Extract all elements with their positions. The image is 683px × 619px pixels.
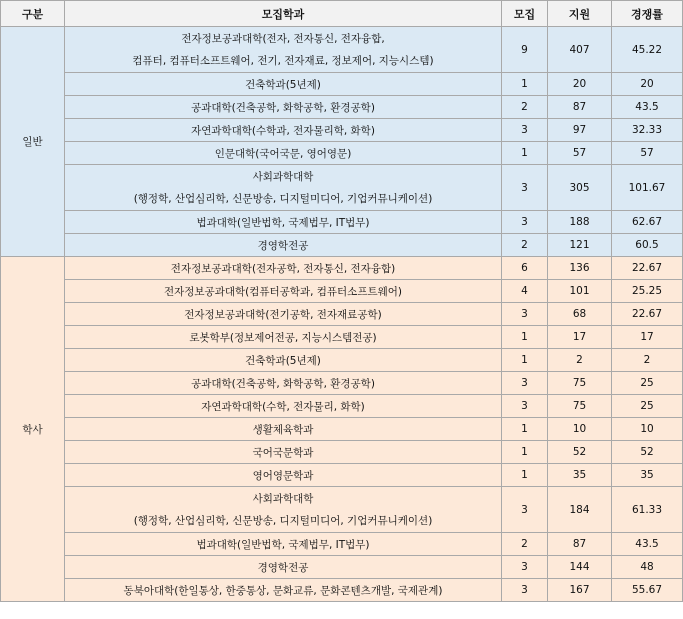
table-row xyxy=(1,303,683,326)
ratio-cell: 2 xyxy=(612,349,683,372)
ratio-cell: 52 xyxy=(612,441,683,464)
ratio-cell: 101.67 xyxy=(612,165,683,211)
ratio-cell: 43.5 xyxy=(612,96,683,119)
applicants-cell: 2 xyxy=(548,349,612,372)
quota-cell: 1 xyxy=(502,464,548,487)
table-row xyxy=(1,326,683,349)
applicants-cell: 407 xyxy=(548,27,612,73)
ratio-cell: 22.67 xyxy=(612,257,683,280)
ratio-cell: 17 xyxy=(612,326,683,349)
table-row xyxy=(1,234,683,257)
quota-cell: 2 xyxy=(502,96,548,119)
table-row xyxy=(1,142,683,165)
ratio-cell: 55.67 xyxy=(612,579,683,602)
ratio-cell: 45.22 xyxy=(612,27,683,73)
header-category: 구분 xyxy=(1,1,65,27)
dept-cell: 건축학과(5년제) xyxy=(65,349,502,372)
dept-cell xyxy=(65,487,502,533)
ratio-cell: 43.5 xyxy=(612,533,683,556)
ratio-cell: 61.33 xyxy=(612,487,683,533)
table-row xyxy=(1,418,683,441)
dept-cell: 전자정보공과대학(전자공학, 전자통신, 전자융합) xyxy=(65,257,502,280)
applicants-cell: 17 xyxy=(548,326,612,349)
table-row xyxy=(1,211,683,234)
applicants-cell: 87 xyxy=(548,96,612,119)
dept-line-2: (행정학, 산업심리학, 신문방송, 디지털미디어, 기업커뮤니케이션) xyxy=(133,514,433,527)
dept-line-1: 전자정보공과대학(전자, 전자통신, 전자융합, xyxy=(181,32,385,45)
table-row xyxy=(1,165,683,211)
applicants-cell: 10 xyxy=(548,418,612,441)
quota-cell: 3 xyxy=(502,556,548,579)
applicants-cell: 188 xyxy=(548,211,612,234)
table-row xyxy=(1,96,683,119)
dept-cell: 자연과학대학(수학과, 전자물리학, 화학) xyxy=(65,119,502,142)
quota-cell: 1 xyxy=(502,441,548,464)
table-row xyxy=(1,119,683,142)
quota-cell: 3 xyxy=(502,211,548,234)
dept-line-2: (행정학, 산업심리학, 신문방송, 디지털미디어, 기업커뮤니케이션) xyxy=(133,192,433,205)
dept-cell: 전자정보공과대학(컴퓨터공학과, 컴퓨터소프트웨어) xyxy=(65,280,502,303)
dept-cell: 공과대학(건축공학, 화학공학, 환경공학) xyxy=(65,372,502,395)
table-row xyxy=(1,280,683,303)
dept-cell xyxy=(65,27,502,73)
ratio-cell: 25 xyxy=(612,395,683,418)
quota-cell: 1 xyxy=(502,73,548,96)
quota-cell: 4 xyxy=(502,280,548,303)
table-row xyxy=(1,257,683,280)
applicants-cell: 167 xyxy=(548,579,612,602)
quota-cell: 6 xyxy=(502,257,548,280)
quota-cell: 3 xyxy=(502,395,548,418)
applicants-cell: 97 xyxy=(548,119,612,142)
applicants-cell: 52 xyxy=(548,441,612,464)
quota-cell: 2 xyxy=(502,533,548,556)
table-row xyxy=(1,464,683,487)
quota-cell: 1 xyxy=(502,142,548,165)
table-row xyxy=(1,27,683,73)
ratio-cell: 25 xyxy=(612,372,683,395)
applicants-cell: 305 xyxy=(548,165,612,211)
header-quota: 모집 xyxy=(502,1,548,27)
dept-cell: 로봇학부(정보제어전공, 지능시스템전공) xyxy=(65,326,502,349)
ratio-cell: 20 xyxy=(612,73,683,96)
table-row xyxy=(1,441,683,464)
dept-cell: 영어영문학과 xyxy=(65,464,502,487)
quota-cell: 3 xyxy=(502,303,548,326)
dept-cell: 경영학전공 xyxy=(65,556,502,579)
ratio-cell: 35 xyxy=(612,464,683,487)
table-row xyxy=(1,73,683,96)
header-applicants: 지원 xyxy=(548,1,612,27)
table-row xyxy=(1,372,683,395)
dept-line-1: 사회과학대학 xyxy=(252,170,314,183)
applicants-cell: 57 xyxy=(548,142,612,165)
applicants-cell: 136 xyxy=(548,257,612,280)
group-label: 일반 xyxy=(1,27,65,257)
dept-cell: 법과대학(일반법학, 국제법무, IT법무) xyxy=(65,533,502,556)
dept-line-1: 사회과학대학 xyxy=(252,492,314,505)
applicants-cell: 75 xyxy=(548,395,612,418)
applicants-cell: 101 xyxy=(548,280,612,303)
dept-cell xyxy=(65,165,502,211)
table-row xyxy=(1,487,683,533)
quota-cell: 9 xyxy=(502,27,548,73)
header-row xyxy=(1,1,683,27)
dept-cell: 국어국문학과 xyxy=(65,441,502,464)
dept-cell: 법과대학(일반법학, 국제법무, IT법무) xyxy=(65,211,502,234)
ratio-cell: 57 xyxy=(612,142,683,165)
quota-cell: 3 xyxy=(502,579,548,602)
quota-cell: 1 xyxy=(502,326,548,349)
ratio-cell: 22.67 xyxy=(612,303,683,326)
ratio-cell: 10 xyxy=(612,418,683,441)
dept-cell: 전자정보공과대학(전기공학, 전자재료공학) xyxy=(65,303,502,326)
applicants-cell: 35 xyxy=(548,464,612,487)
applicants-cell: 184 xyxy=(548,487,612,533)
ratio-cell: 48 xyxy=(612,556,683,579)
dept-cell: 인문대학(국어국문, 영어영문) xyxy=(65,142,502,165)
ratio-cell: 32.33 xyxy=(612,119,683,142)
dept-cell: 생활체육학과 xyxy=(65,418,502,441)
quota-cell: 3 xyxy=(502,487,548,533)
dept-line-2: 컴퓨터, 컴퓨터소프트웨어, 전기, 전자재료, 정보제어, 지능시스템) xyxy=(132,54,434,67)
dept-cell: 공과대학(건축공학, 화학공학, 환경공학) xyxy=(65,96,502,119)
header-dept: 모집학과 xyxy=(65,1,502,27)
dept-cell: 경영학전공 xyxy=(65,234,502,257)
dept-cell: 건축학과(5년제) xyxy=(65,73,502,96)
table-row xyxy=(1,556,683,579)
ratio-cell: 25.25 xyxy=(612,280,683,303)
dept-cell: 자연과학대학(수학, 전자물리, 화학) xyxy=(65,395,502,418)
quota-cell: 2 xyxy=(502,234,548,257)
applicants-cell: 68 xyxy=(548,303,612,326)
table-row xyxy=(1,395,683,418)
quota-cell: 1 xyxy=(502,418,548,441)
quota-cell: 3 xyxy=(502,165,548,211)
applicants-cell: 75 xyxy=(548,372,612,395)
dept-cell: 동북아대학(한일통상, 한중통상, 문화교류, 문화콘텐츠개발, 국제관계) xyxy=(65,579,502,602)
group-label: 학사 xyxy=(1,257,65,602)
applicants-cell: 121 xyxy=(548,234,612,257)
ratio-cell: 60.5 xyxy=(612,234,683,257)
header-ratio: 경쟁률 xyxy=(612,1,683,27)
table-row xyxy=(1,349,683,372)
quota-cell: 3 xyxy=(502,372,548,395)
applicants-cell: 144 xyxy=(548,556,612,579)
applicants-cell: 20 xyxy=(548,73,612,96)
table-row xyxy=(1,579,683,602)
quota-cell: 3 xyxy=(502,119,548,142)
ratio-cell: 62.67 xyxy=(612,211,683,234)
applicants-cell: 87 xyxy=(548,533,612,556)
table-row xyxy=(1,533,683,556)
quota-cell: 1 xyxy=(502,349,548,372)
